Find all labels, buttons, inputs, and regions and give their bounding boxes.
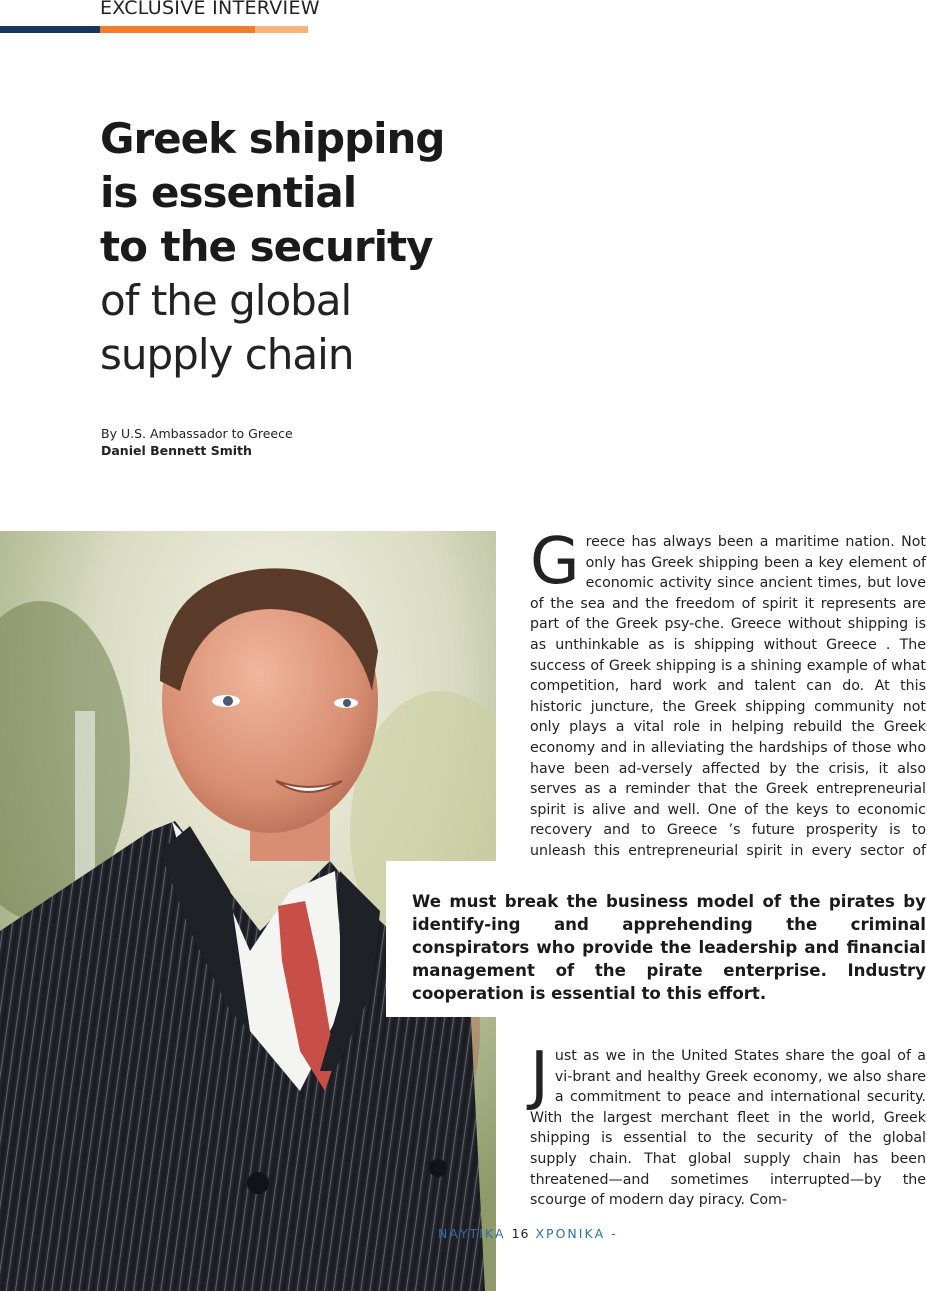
header-rule-orange — [100, 26, 255, 33]
byline — [101, 425, 293, 459]
header-rule-peach — [255, 26, 308, 33]
drop-cap-j: J — [530, 1039, 549, 1113]
byline-prefix: By U.S. Ambassador to Greece — [101, 426, 293, 441]
byline-name: Daniel Bennett Smith — [101, 443, 252, 458]
article-paragraph-1-text: reece has always been a maritime nation. Not only has Greek shipping been a key element of economic activity since ancient times, but love of the sea and the freedom of spirit it represents are part of the Greek psy-che. Greece without shipping is as unthinkable as is shipping without Greece . The success of Greek shipping is a shining example of what competition, hard work and talent can do. At this historic juncture, the Greek shipping community not only plays a vital role in helping rebuild the Greek economy and in alleviating the hardships of those who have been ad-versely affected by the crisis, it also serves as a reminder that the Greek entrepreneurial spirit is alive and well. One of the keys to economic recovery and to Greece ’s future prosperity is to unleash this entrepreneurial spirit in every sector of — [530, 534, 926, 859]
pullquote: We must break the business model of the pirates by identify-ing and apprehending the criminal conspirators who provide the leadership and financial management of the pirate enterprise. Industry cooperation is essential to this effort. — [412, 892, 926, 1003]
page-footer — [438, 1226, 618, 1241]
article-paragraph-2-text: ust as we in the United States share the goal of a vi-brant and healthy Greek economy, we also share a commitment to peace and international security. With the largest merchant fleet in the world, Greek shipping is essential to the security of the global supply chain. That global supply chain has been threatened—and sometimes interrupted—by the scourge of modern day piracy. Com- — [530, 1048, 926, 1209]
header-rule-navy — [0, 26, 100, 33]
headline-line-5: supply chain — [100, 330, 354, 379]
headline-line-4: of the global — [100, 276, 352, 325]
page-number: 16 — [511, 1226, 530, 1241]
headline — [100, 112, 480, 382]
headline-line-2: is essential — [100, 168, 357, 217]
headline-line-3: to the security — [100, 222, 433, 271]
article-paragraph-1 — [530, 525, 926, 882]
section-label: EXCLUSIVE INTERVIEW — [100, 0, 320, 19]
article-paragraph-2 — [530, 1039, 926, 1211]
footer-magazine-left: ΝΑΥΤΙΚΑ — [438, 1226, 506, 1241]
headline-line-1: Greek shipping — [100, 114, 445, 163]
drop-cap-g: G — [530, 525, 580, 599]
footer-magazine-right: ΧΡΟΝΙΚΑ - — [535, 1226, 618, 1241]
